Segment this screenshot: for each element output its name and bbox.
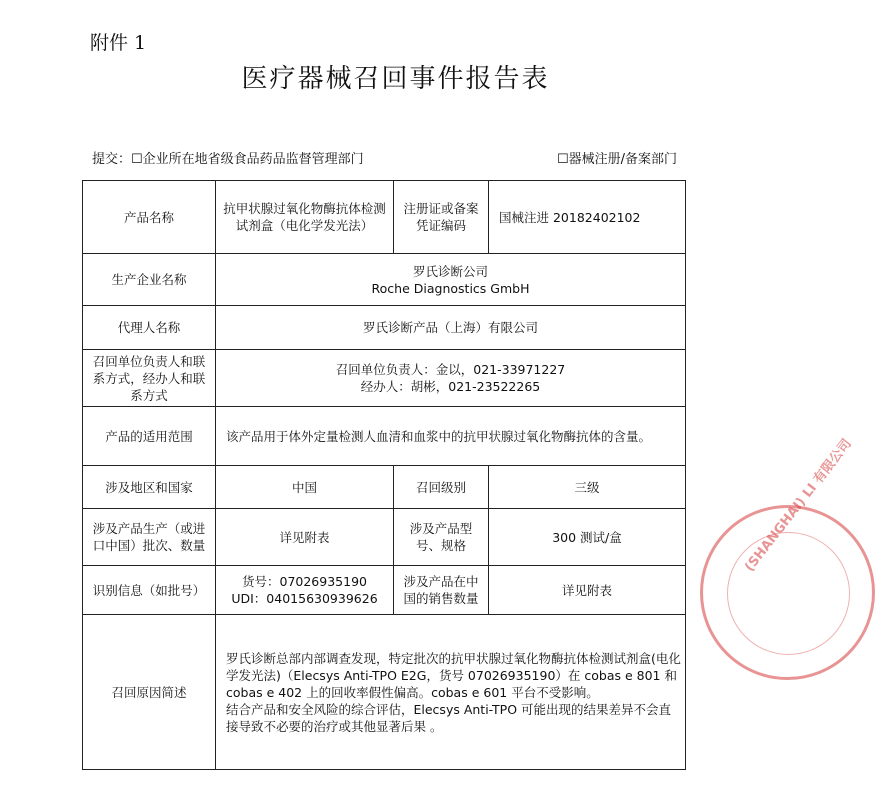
attachment-number: 附件 1 xyxy=(90,32,147,54)
submit-option-registration: 器械注册/备案部门 xyxy=(568,152,677,167)
table-row xyxy=(83,306,686,350)
company-seal-stamp xyxy=(700,436,875,680)
scope-value: 该产品用于体外定量检测人血清和血浆中的抗甲状腺过氧化物酶抗体的含量。 xyxy=(216,407,686,466)
checkbox-icon[interactable]: ☐ xyxy=(131,152,143,167)
identification-label: 识别信息（如批号） xyxy=(83,566,216,615)
sales-value: 详见附表 xyxy=(489,566,686,615)
manufacturer-en: Roche Diagnostics GmbH xyxy=(371,280,530,296)
contact-label: 召回单位负责人和联系方式，经办人和联系方式 xyxy=(83,350,216,407)
table-row xyxy=(83,615,686,770)
recall-level-value: 三级 xyxy=(489,466,686,509)
checkbox-icon[interactable]: ☐ xyxy=(556,152,569,167)
sales-label: 涉及产品在中国的销售数量 xyxy=(394,566,489,615)
registration-value: 国械注进 20182402102 xyxy=(489,181,686,254)
contact-handler: 经办人：胡彬，021-23522265 xyxy=(360,379,541,394)
table-row xyxy=(83,181,686,254)
table-row xyxy=(83,509,686,566)
reason-paragraph-2: 结合产品和安全风险的综合评估，Elecsys Anti-TPO 可能出现的结果差异不会直接导致不必要的治疗或其他显著后果 。 xyxy=(226,701,672,734)
manufacturer-label: 生产企业名称 xyxy=(83,254,216,306)
submit-option-right xyxy=(557,148,677,167)
catalog-number: 货号：07026935190 xyxy=(242,574,367,589)
model-label: 涉及产品型号、规格 xyxy=(394,509,489,566)
contact-responsible: 召回单位负责人：金以，021-33971227 xyxy=(335,362,566,377)
region-value: 中国 xyxy=(216,466,394,509)
table-row xyxy=(83,350,686,407)
region-label: 涉及地区和国家 xyxy=(83,466,216,509)
contact-value xyxy=(216,350,686,407)
udi-number: UDI：04015630939626 xyxy=(231,591,378,606)
seal-text: (SHANGHAI) LI 有限公司 xyxy=(742,436,855,575)
product-name-label: 产品名称 xyxy=(83,181,216,254)
submit-line xyxy=(92,148,364,167)
submit-option-provincial: 企业所在地省级食品药品监督管理部门 xyxy=(142,152,364,167)
batch-label: 涉及产品生产（或进口中国）批次、数量 xyxy=(83,509,216,566)
manufacturer-value xyxy=(216,254,686,306)
manufacturer-cn: 罗氏诊断公司 xyxy=(412,263,488,279)
model-value: 300 测试/盒 xyxy=(489,509,686,566)
page-title: 医疗器械召回事件报告表 xyxy=(241,64,550,94)
batch-value: 详见附表 xyxy=(216,509,394,566)
table-row xyxy=(83,254,686,306)
reason-value xyxy=(216,615,686,770)
seal-inner-ring xyxy=(727,532,850,655)
table-row xyxy=(83,566,686,615)
reason-label: 召回原因简述 xyxy=(83,615,216,770)
table-row xyxy=(83,407,686,466)
recall-report-table xyxy=(82,180,686,770)
agent-label: 代理人名称 xyxy=(83,306,216,350)
submit-prefix: 提交： xyxy=(92,152,132,167)
product-name-value: 抗甲状腺过氧化物酶抗体检测试剂盒（电化学发光法） xyxy=(216,181,394,254)
agent-value: 罗氏诊断产品（上海）有限公司 xyxy=(216,306,686,350)
recall-level-label: 召回级别 xyxy=(394,466,489,509)
identification-value xyxy=(216,566,394,615)
reason-paragraph-1: 罗氏诊断总部内部调查发现，特定批次的抗甲状腺过氧化物酶抗体检测试剂盒(电化学发光法)（Elecsys Anti-TPO E2G，货号 07026935190）在 cobas e 801 和 cobas e 402 上的回收率假性偏高。cobas e 601 平台不受影响。 xyxy=(226,650,681,700)
scope-label: 产品的适用范围 xyxy=(83,407,216,466)
table-row xyxy=(83,466,686,509)
registration-label: 注册证或备案凭证编码 xyxy=(394,181,489,254)
